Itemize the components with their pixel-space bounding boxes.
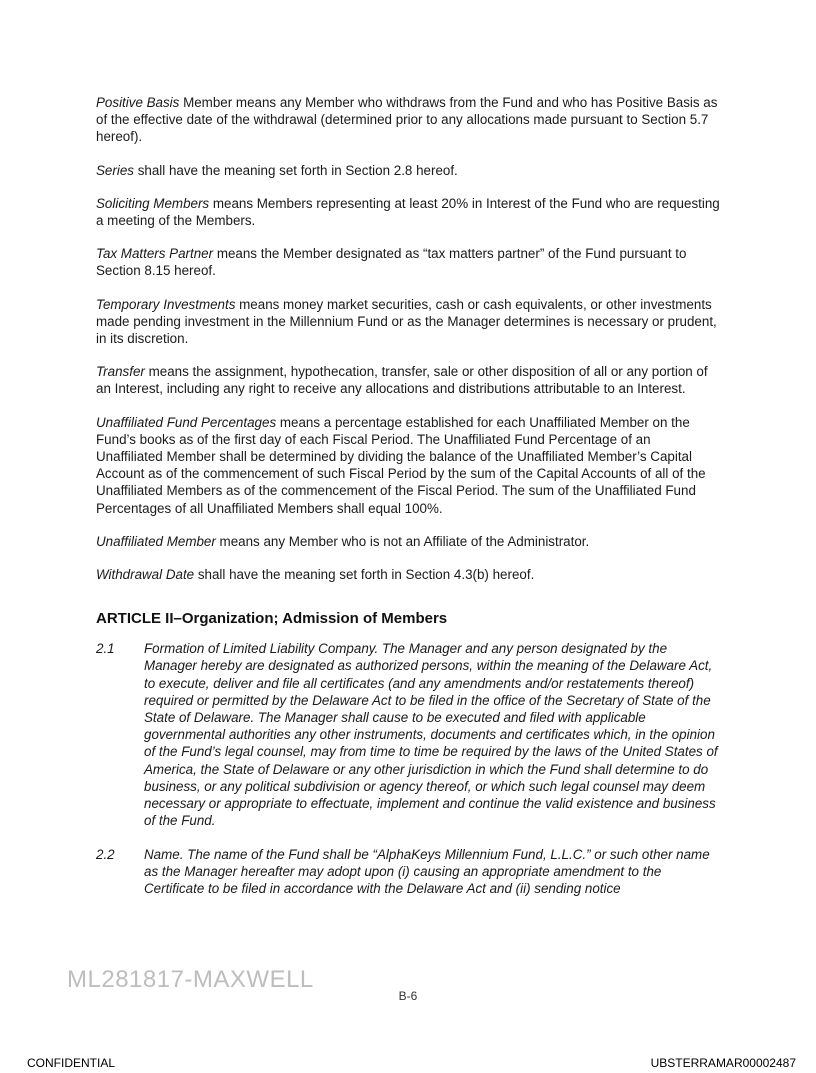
confidential-label: CONFIDENTIAL xyxy=(27,1056,116,1070)
definition-withdrawal-date xyxy=(96,566,720,583)
section-2-2 xyxy=(96,846,720,898)
section-number: 2.1 xyxy=(96,641,115,657)
definition-text: means the Member designated as “tax matters partner” of the Fund pursuant to Section 8.15 hereof. xyxy=(96,246,687,279)
bates-watermark: ML281817-MAXWELL xyxy=(67,966,314,993)
definition-text: means Members representing at least 20% in Interest of the Fund who are requesting a meeting of the Members. xyxy=(96,195,720,229)
definition-term: Unaffiliated Member xyxy=(96,533,216,549)
definition-soliciting-members xyxy=(96,195,720,229)
definition-series xyxy=(96,162,720,179)
definition-positive-basis xyxy=(96,94,720,146)
bates-number: UBSTERRAMAR00002487 xyxy=(650,1056,796,1070)
definition-term: Positive Basis xyxy=(96,95,180,110)
definition-text: means any Member who is not an Affiliate of the Administrator. xyxy=(215,533,590,549)
document-body xyxy=(96,94,720,913)
section-text: Formation of Limited Liability Company. The Manager and any person designated by the Manager hereby are designated as authorized persons, within the meaning of the Delaware Act, to execute, deliver and file all certificates (and any amendments and/or restatements thereof) required or permitted by the Delaware Act to be filed in the office of the Secretary of State of the State of Delaware. The Manager shall cause to be executed and filed with applicable governmental authorities any other instruments, documents and certificates which, in the opinion of the Fund’s legal counsel, may from time to time be required by the laws of the United States of America, the State of Delaware or any other jurisdiction in which the Fund shall determine to do business, or any political subdivision or agency thereof, or which such legal counsel may deem necessary or appropriate to effectuate, implement and continue the valid existence and business of the Fund. xyxy=(144,641,718,829)
definition-text: Member means any Member who withdraws from the Fund and who has Positive Basis as of the effective date of the withdrawal (determined prior to any allocations made pursuant to Section 5.7 hereof). xyxy=(96,95,718,145)
definition-temporary-investments xyxy=(96,296,720,348)
definition-unaffiliated-member xyxy=(96,533,720,550)
definition-text: shall have the meaning set forth in Section 4.3(b) hereof. xyxy=(194,567,535,583)
definition-term: Tax Matters Partner xyxy=(96,246,214,262)
section-2-1 xyxy=(96,640,720,829)
section-text: Name. The name of the Fund shall be “AlphaKeys Millennium Fund, L.L.C.” or such other name as the Manager hereafter may adopt upon (i) causing an appropriate amendment to the Certificate to be filed in accordance with the Delaware Act and (ii) sending notice xyxy=(144,846,710,896)
page-number: B-6 xyxy=(398,989,418,1003)
section-number: 2.2 xyxy=(96,846,115,862)
definition-term: Soliciting Members xyxy=(96,195,210,211)
definition-text: shall have the meaning set forth in Section 2.8 hereof. xyxy=(133,162,458,178)
definition-term: Transfer xyxy=(96,364,145,380)
definition-term: Temporary Investments xyxy=(96,296,236,312)
definition-text: means money market securities, cash or cash equivalents, or other investments made pending investment in the Millennium Fund or as the Manager determines is necessary or prudent, in its discretion. xyxy=(96,296,717,347)
definition-term: Unaffiliated Fund Percentages xyxy=(96,414,277,430)
definition-tax-matters-partner xyxy=(96,245,720,279)
definition-term: Withdrawal Date xyxy=(96,567,195,583)
definition-text: means the assignment, hypothecation, transfer, sale or other disposition of all or any portion of an Interest, including any right to receive any allocations and distributions attributable to an Interest. xyxy=(96,364,708,397)
definition-term: Series xyxy=(96,162,134,178)
definition-text: means a percentage established for each Unaffiliated Member on the Fund’s books as of the first day of each Fiscal Period. The Unaffiliated Fund Percentage of an Unaffiliated Member shall be determined by dividing the balance of the Unaffiliated Member’s Capital Account as of the commencement of such Fiscal Period by the sum of the Capital Accounts of all of the Unaffiliated Members as of the commencement of the Fiscal Period. The sum of the Unaffiliated Fund Percentages of all Unaffiliated Members shall equal 100%. xyxy=(96,414,706,516)
definition-transfer xyxy=(96,363,720,397)
article-heading: ARTICLE II–Organization; Admission of Members xyxy=(96,610,448,628)
definition-unaffiliated-fund-percentages xyxy=(96,414,720,517)
